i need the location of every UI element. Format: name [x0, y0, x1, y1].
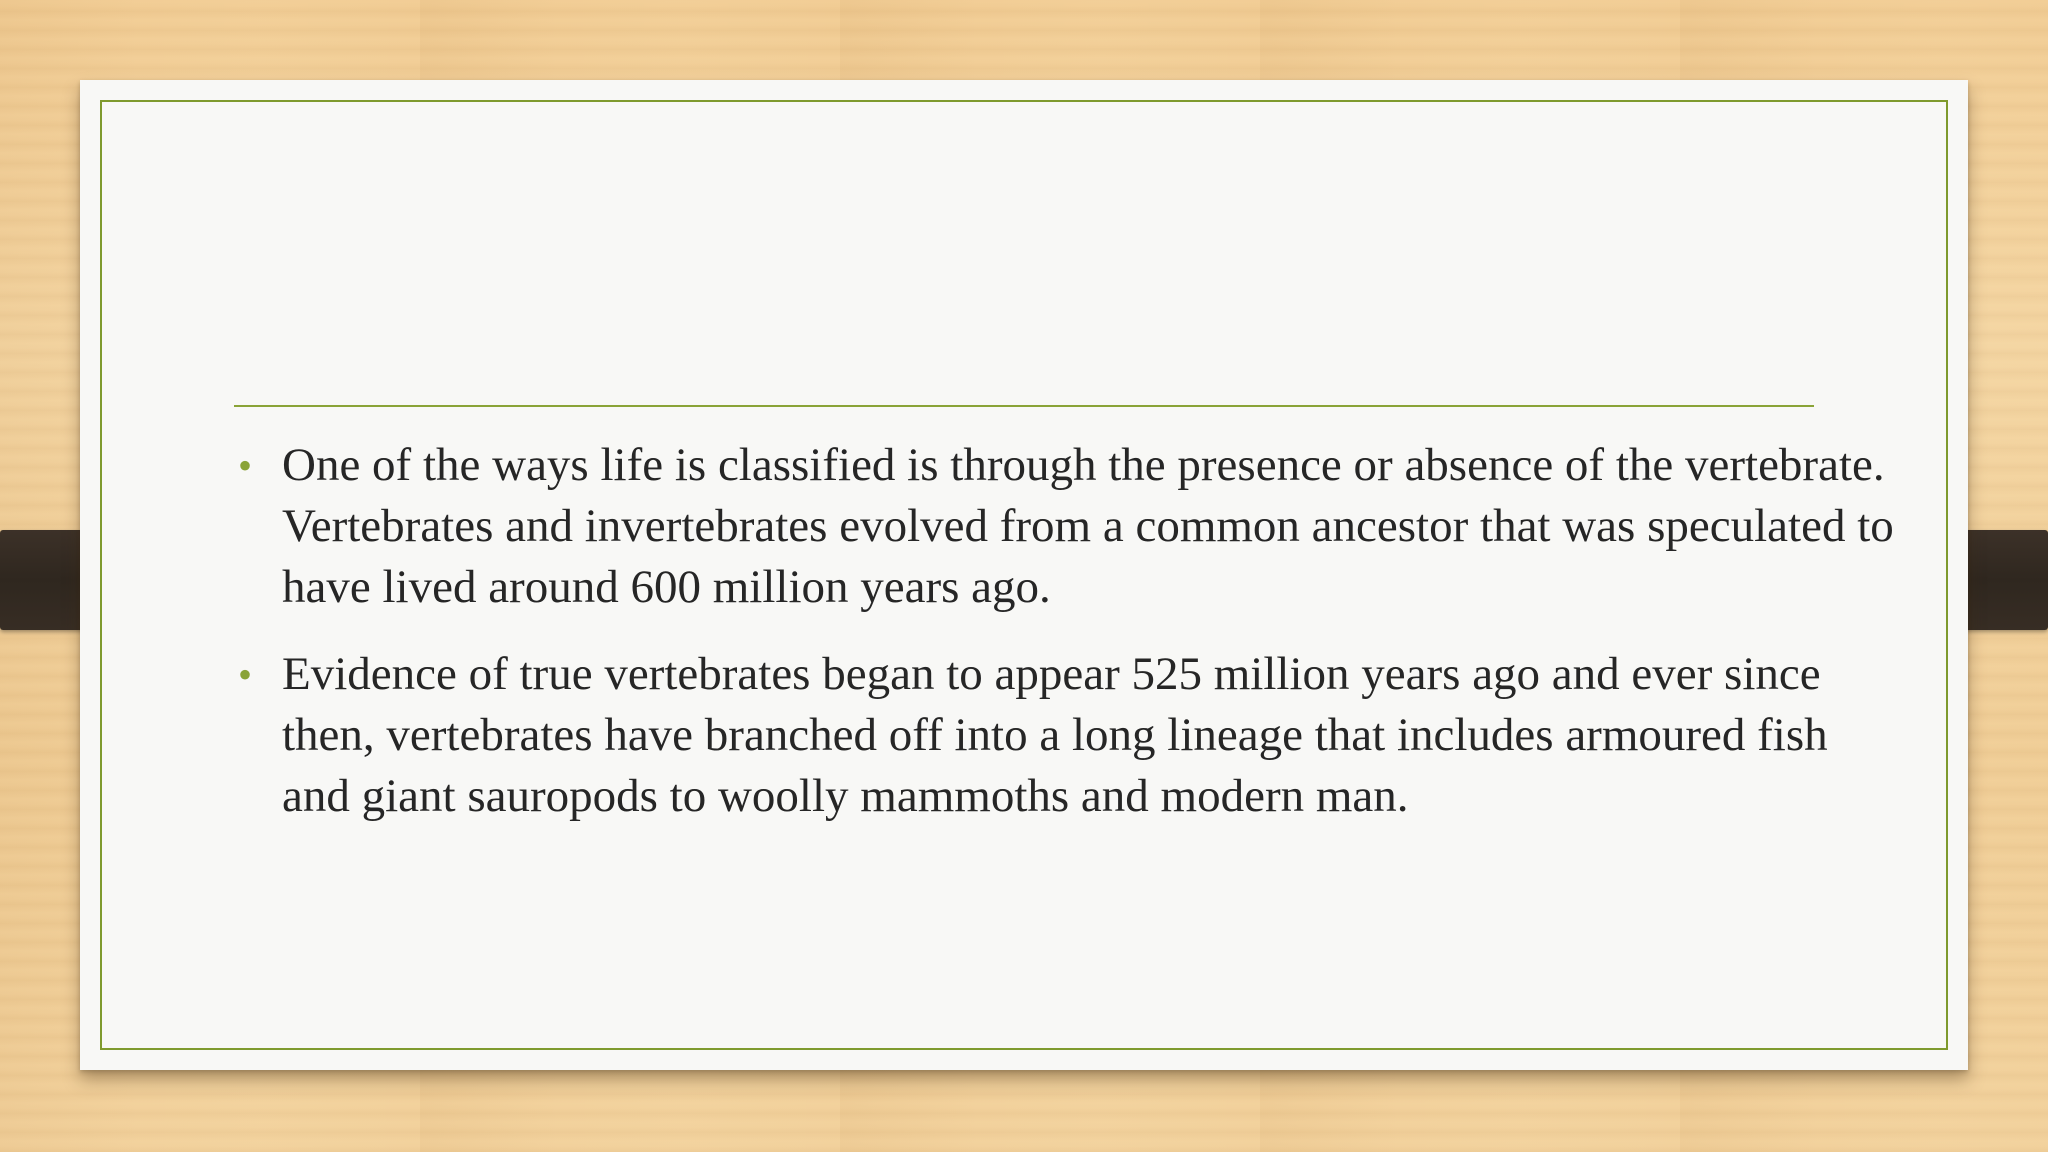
- slide-body: [234, 435, 1894, 853]
- bullet-dot-icon: •: [238, 652, 253, 697]
- bullet-list: [234, 435, 1894, 827]
- slide-card: [80, 80, 1968, 1070]
- bullet-dot-icon: •: [238, 443, 253, 488]
- bullet-text: Evidence of true vertebrates began to appear 525 million years ago and ever since then, vertebrates have branched off into a long lineage that includes armoured fish and giant sauropods to woolly mammoths and modern man.: [282, 648, 1828, 822]
- bullet-item: [234, 644, 1894, 827]
- bullet-item: [234, 435, 1894, 618]
- title-divider-line: [234, 405, 1814, 407]
- bullet-text: One of the ways life is classified is through the presence or absence of the vertebrate. Vertebrates and invertebrates evolved from a common ancestor that was speculated to have lived around 600 million years ago.: [282, 439, 1894, 613]
